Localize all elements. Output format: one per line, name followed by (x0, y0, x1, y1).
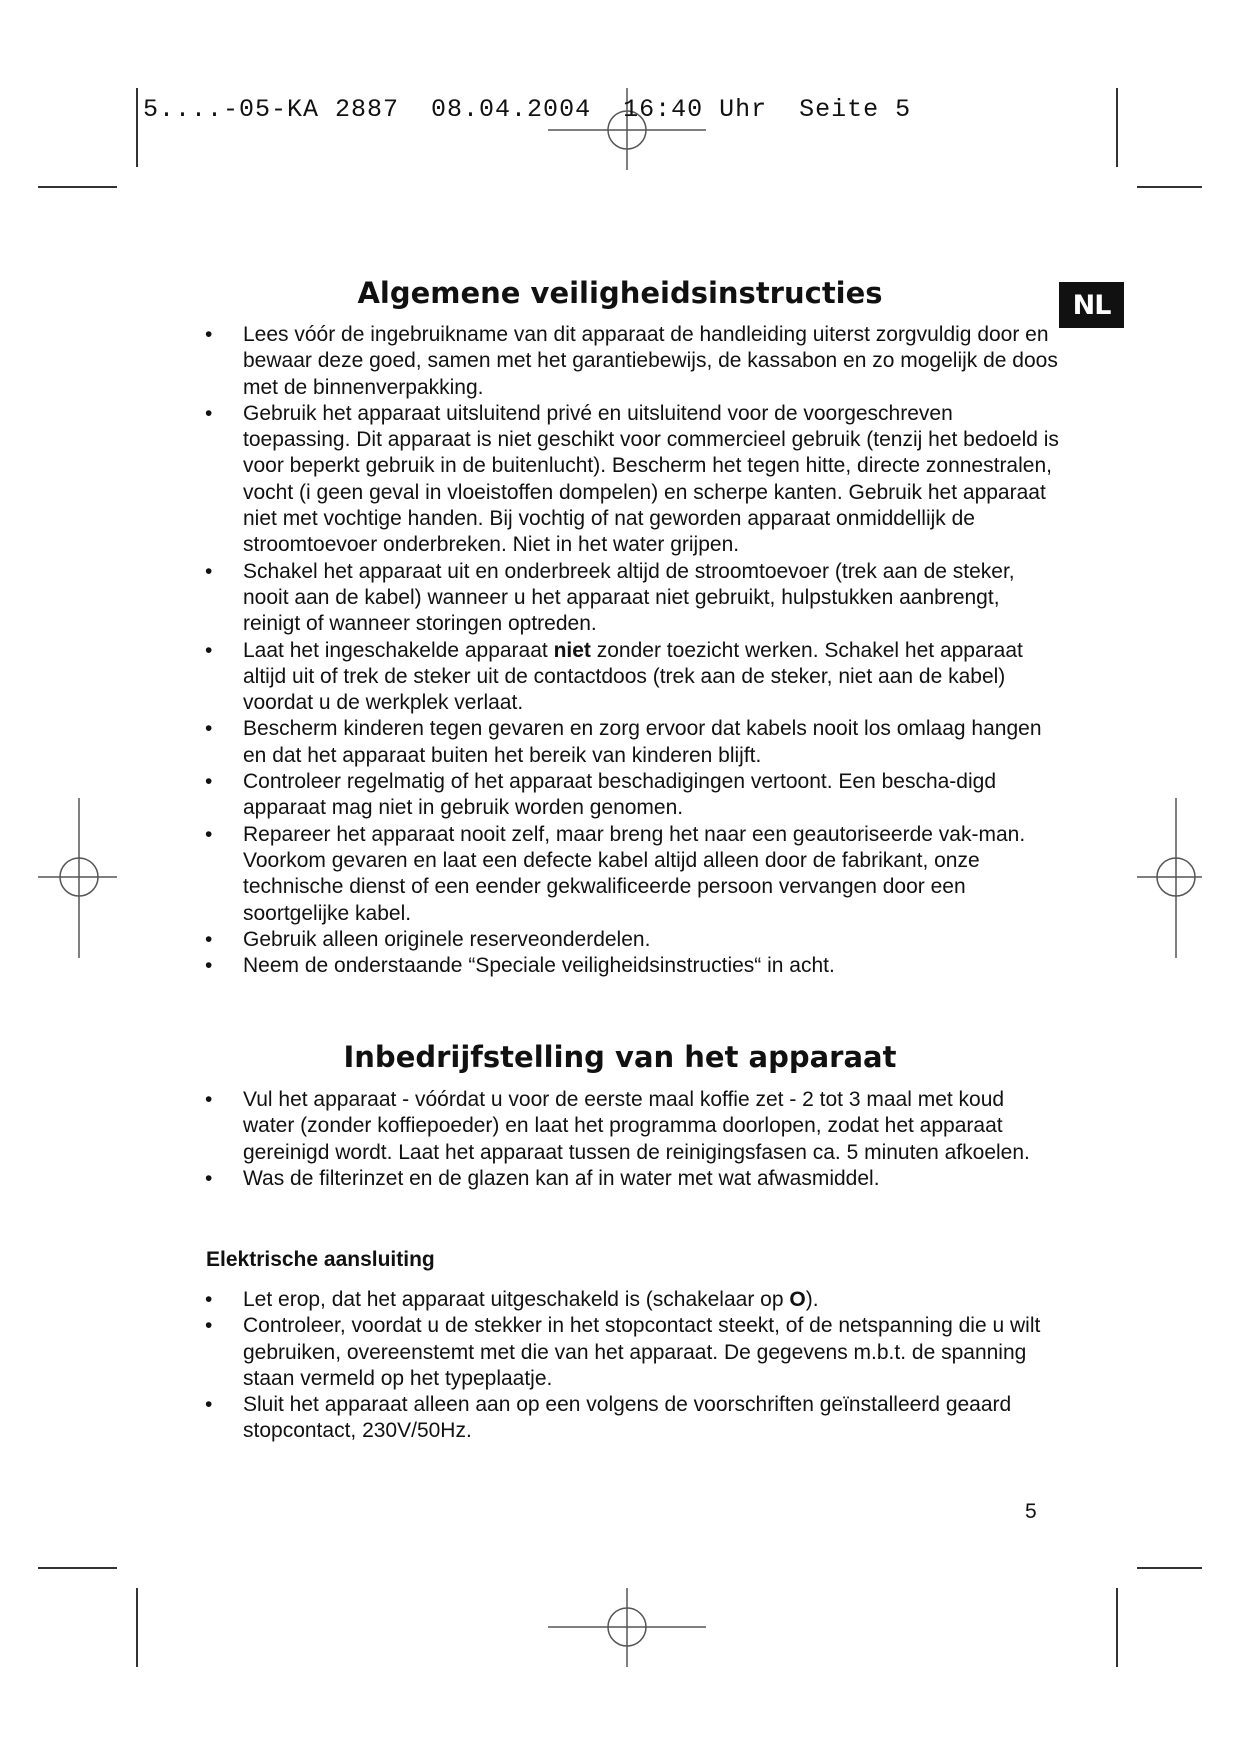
list-item: • Controleer, voordat u de stekker in het stopcontact steekt, of de netspanning die u wilt gebruiken, overeenstemt met die van het apparaat. De gegevens m.b.t. de spanning staan vermeld op het typeplaatje. (205, 1313, 1060, 1392)
registration-mark-bottom (548, 1588, 706, 1667)
sub-heading-electrical: Elektrische aansluiting (206, 1248, 435, 1271)
list-item: • Vul het apparaat - vóórdat u voor de eerste maal koffie zet - 2 tot 3 maal met koud water (zonder koffiepoeder) en laat het programma doorlopen, zodat het apparaat gereinigd wordt. Laat het apparaat tussen de reinigingsfasen ca. 5 minuten afkoelen. (205, 1087, 1060, 1166)
list-item (205, 638, 1060, 717)
list-item: • Was de filterinzet en de glazen kan af in water met wat afwasmiddel. (205, 1166, 1060, 1192)
safety-instructions-list (205, 322, 1060, 979)
list-item-text: ). (805, 1288, 819, 1311)
list-item: • Gebruik alleen originele reserveonderdelen. (205, 927, 1060, 953)
commissioning-list (205, 1087, 1060, 1192)
list-item (205, 1287, 1060, 1313)
list-item: • Schakel het apparaat uit en onderbreek altijd de stroomtoevoer (trek aan de steker, nooit aan de kabel) wanneer u het apparaat niet gebruikt, hulpstukken aanbrengt, reinigt of wanneer storingen optreden. (205, 559, 1060, 638)
list-item-emphasis: niet (553, 638, 591, 662)
list-item: • Lees vóór de ingebruikname van dit apparaat de handleiding uiterst zorgvuldig door en bewaar deze goed, samen met het garantiebewijs, de kassabon en zo mogelijk de doos met de binnenverpakking. (205, 322, 1060, 401)
registration-mark-right (1137, 798, 1202, 958)
list-item: • Controleer regelmatig of het apparaat beschadigingen vertoont. Een bescha-digd apparaat mag niet in gebruik worden genomen. (205, 769, 1060, 822)
print-slug: 5....-05-KA 2887 08.04.2004 16:40 Uhr Seite 5 (143, 95, 912, 124)
list-item-text: Laat het ingeschakelde apparaat (243, 638, 554, 662)
list-item: • Repareer het apparaat nooit zelf, maar breng het naar een geautoriseerde vak-man. Voorkom gevaren en laat een defecte kabel altijd alleen door de fabrikant, onze technische dienst of een eender gekwalificeerde persoon vervangen door een soortgelijke kabel. (205, 822, 1060, 927)
page-number: 5 (1025, 1500, 1037, 1523)
electrical-list (205, 1287, 1060, 1445)
list-item: • Neem de onderstaande “Speciale veiligheidsinstructies“ in acht. (205, 953, 1060, 979)
language-tab: NL (1059, 282, 1124, 328)
list-item: • Bescherm kinderen tegen gevaren en zorg ervoor dat kabels nooit los omlaag hangen en dat het apparaat buiten het bereik van kinderen blijft. (205, 716, 1060, 769)
list-item: • Gebruik het apparaat uitsluitend privé en uitsluitend voor de voorgeschreven toepassing. Dit apparaat is niet geschikt voor commercieel gebruik (tenzij het bedoeld is voor beperkt gebruik in de buitenlucht). Bescherm het tegen hitte, directe zonnestralen, vocht (i geen geval in vloeistoffen dompelen) en scherpe kanten. Gebruik het apparaat niet met vochtige handen. Bij vochtig of nat geworden apparaat onmiddellijk de stroomtoevoer onderbreken. Niet in het water grijpen. (205, 401, 1060, 559)
registration-mark-left (38, 798, 117, 958)
section-title-safety: Algemene veiligheidsinstructies (357, 276, 883, 310)
list-item-text: Let erop, dat het apparaat uitgeschakeld is (schakelaar op (243, 1288, 790, 1311)
list-item: • Sluit het apparaat alleen aan op een volgens de voorschriften geïnstalleerd geaard stopcontact, 230V/50Hz. (205, 1392, 1060, 1445)
list-item-text: zonder toezicht werken. Schakel het apparaat altijd uit of trek de steker uit de contactdoos (trek aan de steker, niet aan de kabel) voordat u de werkplek verlaat. (243, 638, 1023, 715)
section-title-commissioning: Inbedrijfstelling van het apparaat (343, 1040, 897, 1074)
list-item-emphasis: O (789, 1288, 806, 1311)
